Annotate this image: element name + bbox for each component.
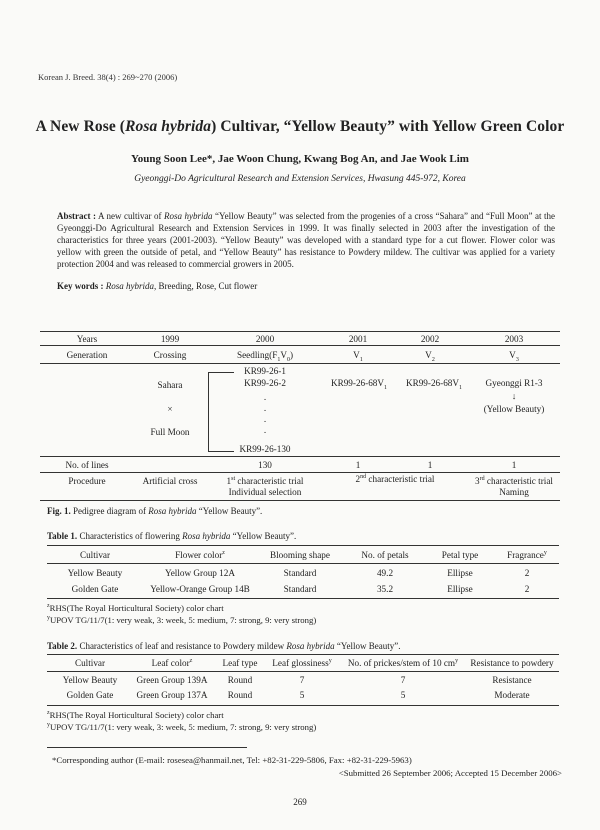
table1-cell: Ellipse — [447, 568, 473, 578]
table1-footnote-y: $^y$UPOV TG/11/7(1: very weak, 3: week, 5: medium, 7: strong, 9: very strong) — [47, 615, 317, 625]
table2-header-leaf-type: Leaf type — [222, 658, 258, 668]
fig1-generation-label: Generation — [66, 350, 108, 360]
fig1-selection-2003: Gyeonggi R1-3 — [485, 378, 543, 388]
table2-header-resistance: Resistance to powdery — [470, 658, 554, 668]
fig1-selection-2001: $KR99-26-68V_1$ — [330, 378, 388, 391]
table2-cell: Round — [227, 690, 253, 700]
paper-title — [0, 118, 600, 136]
fig1-lines-2002: 1 — [427, 460, 433, 470]
fig1-cultivar-name: (Yellow Beauty) — [483, 404, 545, 414]
table2-bottom-rule — [47, 705, 559, 706]
table1-header-rule — [47, 563, 559, 564]
table1-cell: 2 — [524, 584, 530, 594]
fig1-seedling-dot: . — [263, 403, 267, 413]
fig1-procedure-2000: 1st characteristic trial Individual selection — [226, 476, 304, 498]
table1-cell: Standard — [283, 568, 317, 578]
table1-cell: Yellow Group 12A — [164, 568, 236, 578]
fig1-year-2002: 2002 — [420, 334, 440, 344]
abstract-text-a: A new cultivar of — [96, 211, 164, 221]
title-part-1: A New Rose ( — [35, 118, 126, 135]
keywords-species: Rosa hybrida — [105, 281, 154, 291]
fig1-generation-rule — [40, 363, 560, 364]
affiliation: Gyeonggi-Do Agricultural Research and Extension Services, Hwasung 445-972, Korea — [134, 174, 466, 184]
fig1-caption: Fig. 1. Pedigree diagram of Rosa hybrida “Yellow Beauty”. — [47, 506, 263, 516]
fig1-seedling-dot: . — [263, 392, 267, 402]
fig1-year-2000: 2000 — [255, 334, 275, 344]
table1-cell: 2 — [524, 568, 530, 578]
table1-cell: 49.2 — [376, 568, 394, 578]
fig1-bottom-rule — [40, 500, 560, 501]
table2-cell: 5 — [400, 690, 406, 700]
corresponding-author: *Corresponding author (E-mail: rosesea@hanmail.net, Tel: +82-31-229-5806, Fax: +82-31-229-5963) — [52, 755, 412, 765]
fig1-seedling-130: KR99-26-130 — [239, 444, 291, 454]
fig1-lines-rule — [40, 456, 560, 457]
table1-header-petal-type: Petal type — [441, 550, 479, 560]
keywords — [57, 281, 257, 291]
table1-cell: Yellow Beauty — [67, 568, 123, 578]
author-list: Young Soon Lee*, Jae Woon Chung, Kwang Bog An, and Jae Wook Lim — [131, 153, 469, 165]
fig1-procedure-rule — [40, 472, 560, 473]
table2-header-leaf-color: Leaf color$^z$ — [151, 658, 193, 669]
fig1-generation-seedling: $Seedling(F_1V_0)$ — [236, 350, 294, 363]
fig1-seedling-dot: . — [263, 414, 267, 424]
table1-cell: Ellipse — [447, 584, 473, 594]
table2-cell: 7 — [299, 675, 305, 685]
table1-cell: Standard — [283, 584, 317, 594]
table2-header-cultivar: Cultivar — [74, 658, 106, 668]
table2-caption: Table 2. Characteristics of leaf and resistance to Powdery mildew Rosa hybrida “Yellow Beauty”. — [47, 641, 401, 651]
table2-cell: 5 — [299, 690, 305, 700]
table2-header-rule — [47, 671, 559, 672]
fig1-year-1999: 1999 — [160, 334, 180, 344]
table2-cell: Yellow Beauty — [62, 675, 118, 685]
table2-cell: Round — [227, 675, 253, 685]
fig1-procedure-2003: 3rd characteristic trial Naming — [475, 476, 553, 498]
fig1-year-2001: 2001 — [348, 334, 368, 344]
title-species: Rosa hybrida — [125, 118, 212, 135]
fig1-top-rule — [40, 331, 560, 332]
table1-bottom-rule — [47, 598, 559, 599]
keywords-label: Key words : — [57, 281, 104, 291]
fig1-year-2003: 2003 — [504, 334, 524, 344]
fig1-seedling-dot: . — [263, 425, 267, 435]
table1-cell: Golden Gate — [71, 584, 119, 594]
abstract-species: Rosa hybrida — [164, 211, 213, 221]
abstract-label: Abstract : — [57, 211, 96, 221]
table1-header-petals: No. of petals — [361, 550, 409, 560]
submission-dates: <Submitted 26 September 2006; Accepted 15 December 2006> — [338, 768, 562, 778]
table1-footnote-z: $^z$RHS(The Royal Horticultural Society) color chart — [47, 603, 224, 613]
table2-footnote-y: $^y$UPOV TG/11/7(1: very weak, 3: week, 5: medium, 7: strong, 9: very strong) — [47, 722, 317, 732]
table1-cell: Yellow-Orange Group 14B — [150, 584, 250, 594]
table2-header-leaf-glossiness: Leaf glossiness$^y$ — [272, 658, 332, 669]
fig1-lines-2003: 1 — [511, 460, 517, 470]
fig1-parent-full-moon: Full Moon — [150, 427, 190, 437]
fig1-generation-crossing: Crossing — [153, 350, 187, 360]
fig1-seedling-2: KR99-26-2 — [244, 378, 286, 388]
fig1-lines-2001: 1 — [355, 460, 361, 470]
title-part-2: ) Cultivar, “Yellow Beauty” with Yellow Green Color — [211, 118, 565, 135]
table2-top-rule — [47, 654, 559, 655]
fig1-procedure-1999: Artificial cross — [142, 476, 198, 486]
table1-header-fragrance: Fragrance$^y$ — [507, 550, 547, 561]
fig1-generation-v1: $V_1$ — [353, 350, 363, 363]
fig1-bracket-vertical — [208, 372, 209, 451]
table1-caption: Table 1. Characteristics of flowering Rosa hybrida “Yellow Beauty”. — [47, 531, 297, 541]
abstract — [57, 210, 555, 270]
fig1-parent-sahara: Sahara — [157, 380, 183, 390]
abstract-text-b: “Yellow Beauty” was selected from the progenies of a cross “Sahara” and “Full Moon” at the Gyeonggi-Do Agricultural Research and Extension Services in 1999. It was finally selected in 2003 after the investigation of the characteristics for three years (2001-2003). “Yellow Beauty” was developed with a standard type for a cut flower. Flower color was yellow with green the outside of petal, and “Yellow Beauty” has resistance to Powdery mildew. The cultivar was applied for a variety protection 2004 and was released to commercial growers in 2005. — [57, 211, 555, 270]
table2-cell: Green Group 139A — [136, 675, 208, 685]
fig1-procedure-2002: 2nd characteristic trial — [355, 474, 435, 485]
table1-top-rule — [47, 545, 559, 546]
journal-reference: Korean J. Breed. 38(4) : 269~270 (2006) — [38, 72, 178, 82]
fig1-arrow-down: ↓ — [511, 391, 517, 401]
page-number: 269 — [293, 797, 307, 807]
table1-header-blooming-shape: Blooming shape — [270, 550, 330, 560]
fig1-generation-v3: $V_3$ — [509, 350, 519, 363]
keywords-rest: , Breeding, Rose, Cut flower — [154, 281, 258, 291]
table1-header-cultivar: Cultivar — [79, 550, 111, 560]
fig1-years-label: Years — [76, 334, 98, 344]
fig1-lines-2000: 130 — [258, 460, 272, 470]
table1-header-flower-color: Flower color$^z$ — [175, 550, 225, 561]
table1-cell: 35.2 — [376, 584, 394, 594]
table2-cell: Golden Gate — [66, 690, 114, 700]
fig1-seedling-1: KR99-26-1 — [244, 366, 286, 376]
fig1-lines-label: No. of lines — [65, 460, 109, 470]
table2-header-prickles: No. of prickes/stem of 10 $cm^y$ — [347, 658, 459, 669]
fig1-header-rule — [40, 345, 560, 346]
table2-cell: Moderate — [494, 690, 530, 700]
table2-cell: Resistance — [492, 675, 532, 685]
table2-cell: 7 — [400, 675, 406, 685]
fig1-procedure-label: Procedure — [68, 476, 106, 486]
fig1-generation-v2: $V_2$ — [425, 350, 435, 363]
fig1-cross-symbol: × — [167, 404, 173, 414]
fig1-selection-2002: $KR99-26-68V_1$ — [405, 378, 463, 391]
footnote-divider — [47, 747, 247, 748]
table2-footnote-z: $^z$RHS(The Royal Horticultural Society) color chart — [47, 710, 224, 720]
table2-cell: Green Group 137A — [136, 690, 208, 700]
